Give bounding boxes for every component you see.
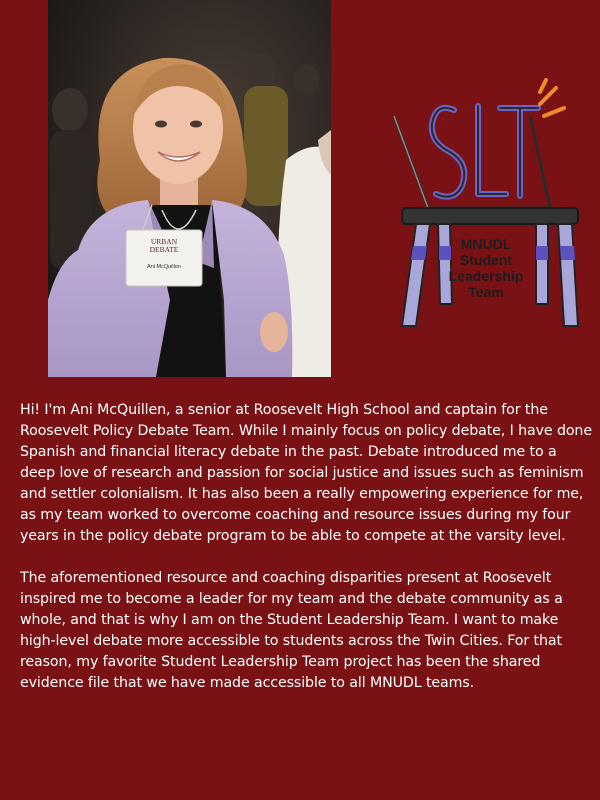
badge-name: Ani McQuillen — [147, 264, 181, 270]
sparkle-icon — [540, 80, 564, 116]
portrait-photo — [48, 0, 331, 377]
logo-name-line4: Team — [468, 284, 504, 300]
bio-paragraph-1: Hi! I'm Ani McQuillen, a senior at Roosevelt High School and captain for the Roosevelt Policy Debate Team. While I mainly focus on policy debate, I have done Spanish and financial literacy debate in the past. Debate introduced me to a deep love of research and passion for social justice and issues such as feminism and settler colonialism. It has also been a really empowering experience for me, as my team worked to overcome coaching and resource issues during my four years in the policy debate program to be able to compete at the varsity level. — [20, 402, 592, 544]
slt-logo — [380, 78, 585, 340]
bio-text — [20, 400, 592, 715]
badge-org-line1: URBAN — [150, 237, 178, 246]
bio-paragraph-2: The aforementioned resource and coaching disparities present at Roosevelt inspired me to become a leader for my team and the debate community as a whole, and that is why I am on the Student Leadership Team. I want to make high-level debate more accessible to students across the Twin Cities. For that reason, my favorite Student Leadership Team project has been the shared evidence file that we have made accessible to all MNUDL teams. — [20, 570, 563, 691]
logo-name-line1: MNUDL — [460, 236, 512, 252]
logo-name-line3: Leadership — [448, 268, 524, 284]
logo-team-name — [430, 236, 542, 300]
logo-name-line2: Student — [459, 252, 513, 268]
badge-org-line2: DEBATE — [149, 245, 179, 254]
